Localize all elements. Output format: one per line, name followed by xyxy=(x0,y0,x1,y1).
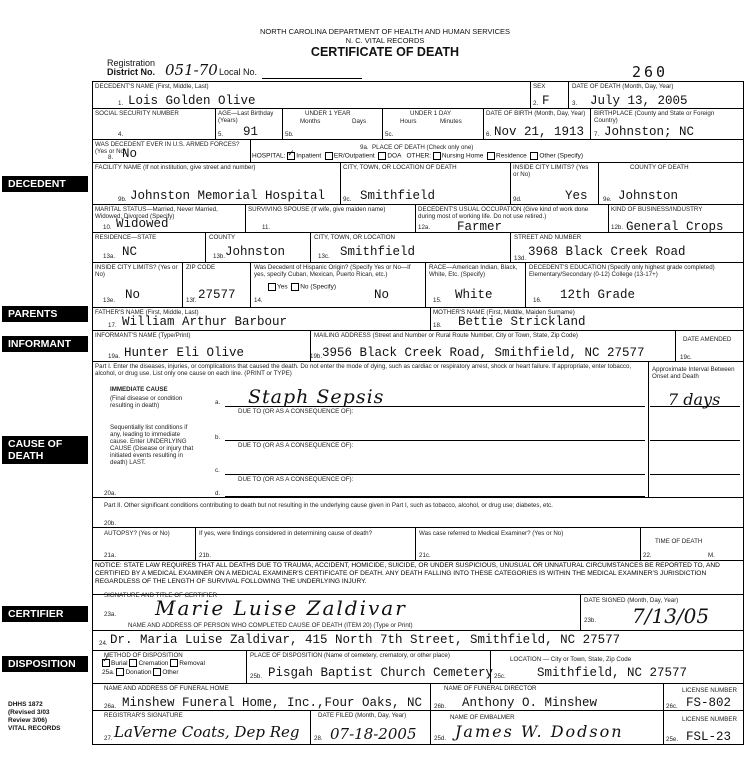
form-review: Review 3/06) xyxy=(8,717,48,724)
dept-sub: N. C. VITAL RECORDS xyxy=(345,36,425,45)
notice-text: NOTICE: STATE LAW REQUIRES THAT ALL DEATHS DUE TO TRAUMA, ACCIDENT, HOMICIDE, SUICIDE, OR UNDER SUSPICIOUS, UNUSUAL OR UNNATURAL CIRCUMSTANCES BE REPORTED TO, AND CERTIFIED BY A MEDICAL EXAMINER ON A MEDICAL EXAMINER'S CERTIFICATE OF DEATH. ANY DEATH FALLING INTO THESE CATEGORIES IS WITHIN THE MEDICAL EXAMINER'S JURISDICTION REGARDLESS OF THE LENGTH OF SURVIVAL FOLLOWING THE UNDERLYING INJURY. xyxy=(95,562,720,585)
city-of-death: Smithfield xyxy=(360,189,436,203)
armed-forces: No xyxy=(122,147,138,161)
armed-forces-label: WAS DECEDENT EVER IN U.S. ARMED FORCES? (Yes or No) xyxy=(95,141,240,155)
age-value: 91 xyxy=(243,125,259,139)
part2-instructions: Part II. Other significant conditions contributing to death but not resulting in the underlying cause given in Part I, such as tobacco, alcohol, or drug use; diabetes, etc. xyxy=(104,502,553,509)
other-method-label: Other xyxy=(162,669,179,676)
minutes-label: Minutes xyxy=(440,118,462,125)
sequential-label: Sequentially list conditions if any, leading to immediate cause. Enter UNDERLYING CAUSE (Disease or injury that initiated events resulting in death) LAST. xyxy=(110,424,194,466)
field-num: 19b. xyxy=(310,353,323,360)
section-certifier: CERTIFIER xyxy=(2,606,88,622)
birthplace-label: BIRTHPLACE (County and State or Foreign Country) xyxy=(594,110,715,124)
method-options xyxy=(102,659,205,677)
mother-label: MOTHER'S NAME (First, Middle, Maiden Surname) xyxy=(433,309,575,316)
facility-name: Johnston Memorial Hospital xyxy=(130,189,326,203)
sex-label: SEX xyxy=(533,83,546,90)
zip-label: ZIP CODE xyxy=(186,264,216,271)
residence-state: NC xyxy=(122,245,138,259)
date-of-death: July 13, 2005 xyxy=(590,94,688,108)
residence-checkbox[interactable] xyxy=(487,152,495,160)
referred-label: Was case referred to Medical Examiner? (Yes or No) xyxy=(419,530,564,537)
field-num: 23b. xyxy=(584,617,597,624)
field-num: 7. xyxy=(594,131,600,138)
license-number: FS-802 xyxy=(686,696,732,710)
license-label: LICENSE NUMBER xyxy=(682,687,738,694)
dob-label: DATE OF BIRTH (Month, Day, Year) xyxy=(486,110,586,117)
date-amended-label: DATE AMENDED xyxy=(683,336,732,343)
field-num: b. xyxy=(215,434,221,441)
county-of-death: Johnston xyxy=(618,189,679,203)
part1-instructions: Part I. Enter the diseases, injuries, or complications that caused the death. Do not enter the mode of dying, such as cardiac or respiratory arrest, shock or heart failure. If appropriate, enter tobacco, alcohol, or drug use. List only one cause on each line. (PRINT or TYPE) xyxy=(95,363,632,377)
months-label: Months xyxy=(300,118,321,125)
immediate-cause-label: IMMEDIATE CAUSE xyxy=(110,386,168,393)
field-num: 8. xyxy=(108,154,114,161)
section-decedent: DECEDENT xyxy=(2,176,88,192)
due-to-label: DUE TO (OR AS A CONSEQUENCE OF): xyxy=(238,442,354,449)
city-of-death-label: CITY, TOWN, OR LOCATION OF DEATH xyxy=(343,164,457,171)
field-num: 11. xyxy=(262,224,271,231)
inside-city-residence: No xyxy=(125,288,141,302)
field-num: 4. xyxy=(118,131,124,138)
field-num: 25a. xyxy=(102,669,115,676)
field-num: 5. xyxy=(218,131,224,138)
informant-label: INFORMANT'S NAME (Type/Print) xyxy=(95,332,191,339)
removal-checkbox[interactable] xyxy=(170,659,178,667)
other-checkbox[interactable] xyxy=(530,152,538,160)
field-num: 19a. xyxy=(108,353,121,360)
education-label: DECEDENT'S EDUCATION (Specify only highest grade completed) Elementary/Secondary (0-12) College (13-17+) xyxy=(529,264,715,278)
no-specify-label: No (Specify) xyxy=(300,283,336,291)
form-number: DHHS 1872 xyxy=(8,701,43,708)
race: White xyxy=(455,288,493,302)
field-num: 13c. xyxy=(318,253,330,260)
field-num: a. xyxy=(215,399,221,406)
place-of-disposition: Pisgah Baptist Church Cemetery xyxy=(268,666,494,680)
form-vital-records: VITAL RECORDS xyxy=(8,725,61,732)
doa-checkbox[interactable] xyxy=(378,152,386,160)
field-num: 28. xyxy=(314,735,323,742)
hispanic-yes-checkbox[interactable] xyxy=(268,283,276,291)
removal-label: Removal xyxy=(179,660,205,667)
residence-label: Residence xyxy=(496,152,527,160)
field-num: d. xyxy=(215,490,221,497)
sig-title-label: SIGNATURE AND TITLE OF CERTIFIER xyxy=(104,592,218,599)
field-num: 9a. xyxy=(360,144,369,151)
field-num: 22. xyxy=(643,552,652,559)
under-1-day-label: UNDER 1 DAY xyxy=(410,110,452,117)
local-label: Local No. xyxy=(219,67,258,77)
field-num: 13a. xyxy=(103,253,116,260)
occupation-label: DECEDENT'S USUAL OCCUPATION (Give kind of work done during most of working life. Do not use retired.) xyxy=(418,206,589,220)
doa-label: DOA xyxy=(387,152,402,160)
field-num: 13e. xyxy=(103,297,116,304)
license2-label: LICENSE NUMBER xyxy=(682,716,738,723)
field-num: 27. xyxy=(104,735,113,742)
autopsy-label: AUTOPSY? (Yes or No) xyxy=(104,530,170,537)
field-num: 19c. xyxy=(680,354,692,361)
field-num: 24. xyxy=(99,640,108,647)
field-num: 25d. xyxy=(434,735,447,742)
field-num: 9b. xyxy=(118,196,127,203)
residence-county: Johnston xyxy=(225,245,286,259)
field-num: 21c. xyxy=(419,552,431,559)
burial-label: Burial xyxy=(111,660,128,667)
inside-city: Yes xyxy=(565,189,588,203)
time-m: M. xyxy=(708,552,715,559)
section-disposition: DISPOSITION xyxy=(2,656,88,672)
certifier-signature: Marie Luise Zaldivar xyxy=(155,596,407,620)
ssn-label: SOCIAL SECURITY NUMBER xyxy=(95,110,179,117)
hispanic-no-checkbox[interactable] xyxy=(291,283,299,291)
dept-name: NORTH CAROLINA DEPARTMENT OF HEALTH AND HUMAN SERVICES xyxy=(259,27,511,36)
person-completed: Dr. Maria Luise Zaldivar, 415 North 7th Street, Smithfield, NC 27577 xyxy=(110,633,621,647)
street-address: 3968 Black Creek Road xyxy=(528,245,686,259)
days-label: Days xyxy=(352,118,367,125)
embalmer-license: FSL-23 xyxy=(686,730,732,744)
place-of-death-options xyxy=(252,152,583,160)
res-county-label: COUNTY xyxy=(209,234,236,241)
hours-label: Hours xyxy=(400,118,417,125)
marital-status: Widowed xyxy=(116,217,169,231)
field-num: 5c. xyxy=(385,131,394,138)
cremation-checkbox[interactable] xyxy=(129,659,137,667)
er-label: ER/Outpatient xyxy=(333,152,375,160)
field-num: 13d. xyxy=(514,255,527,262)
findings-label: If yes, were findings considered in determining cause of death? xyxy=(199,530,373,537)
street-label: STREET AND NUMBER xyxy=(514,234,582,241)
res-city-label: CITY, TOWN, OR LOCATION xyxy=(314,234,396,241)
birthplace: Johnston; NC xyxy=(604,125,695,139)
section-parents: PARENTS xyxy=(2,306,88,322)
under-1-year-label: UNDER 1 YEAR xyxy=(305,110,351,117)
nursing-label: Nursing Home xyxy=(441,152,484,160)
field-num: 2. xyxy=(533,100,539,107)
business-label: KIND OF BUSINESS/INDUSTRY xyxy=(611,206,703,213)
section-cause-of-death: CAUSE OF DEATH xyxy=(2,436,88,464)
field-num: 10. xyxy=(103,224,112,231)
yes-label: Yes xyxy=(277,283,288,291)
other-method-checkbox[interactable] xyxy=(153,668,161,676)
field-num: 15. xyxy=(433,297,442,304)
district-label: District No. xyxy=(107,67,156,77)
father-name: William Arthur Barbour xyxy=(122,315,288,329)
decedent-sex: F xyxy=(542,94,550,108)
other-label: OTHER: xyxy=(406,152,432,160)
form-revision: (Revised 3/03 xyxy=(8,709,50,716)
other-specify-label: Other (Specify) xyxy=(539,152,584,160)
hispanic-origin: No xyxy=(374,288,390,302)
res-state-label: RESIDENCE—STATE xyxy=(95,234,157,241)
field-num: 14. xyxy=(254,297,263,304)
immediate-cause-sub: (Final disease or condition resulting in death) xyxy=(110,395,183,409)
registration-label: Registration xyxy=(107,58,156,68)
field-num: 9d. xyxy=(513,196,522,203)
funeral-director: Anthony O. Minshew xyxy=(462,696,598,710)
embalmer-signature: James W. Dodson xyxy=(455,722,624,741)
place-disp-label: PLACE OF DISPOSITION (Name of cemetery, crematory, or other place) xyxy=(250,652,450,659)
donation-checkbox[interactable] xyxy=(116,668,124,676)
field-num: 9c. xyxy=(343,196,352,203)
hispanic-options xyxy=(268,283,336,291)
date-signed-label: DATE SIGNED (Month, Day, Year) xyxy=(584,597,679,604)
field-num: 26a. xyxy=(104,703,117,710)
mailing-label: MAILING ADDRESS (Street and Number or Rural Route Number, City or Town, State, Zip Code) xyxy=(314,332,578,339)
field-num: 25b. xyxy=(250,673,263,680)
spouse-label: SURVIVING SPOUSE (If wife, give maiden name) xyxy=(248,206,386,213)
residence-city: Smithfield xyxy=(340,245,416,259)
page-title: CERTIFICATE OF DEATH xyxy=(310,45,460,59)
field-num: 13f. xyxy=(186,297,197,304)
field-num: 12a. xyxy=(418,224,431,231)
nursing-checkbox[interactable] xyxy=(433,152,441,160)
father-label: FATHER'S NAME (First, Middle, Last) xyxy=(95,309,199,316)
inside-city-label: INSIDE CITY LIMITS? (Yes or No) xyxy=(513,164,589,178)
field-num: 18. xyxy=(433,322,442,329)
business: General Crops xyxy=(626,220,724,234)
section-informant: INFORMANT xyxy=(2,336,88,352)
field-num: 21a. xyxy=(104,552,117,559)
field-num: 6. xyxy=(486,131,492,138)
registrar-label: REGISTRAR'S SIGNATURE xyxy=(104,712,183,719)
cause-a: Staph Sepsis xyxy=(248,386,385,408)
disposition-location: Smithfield, NC 27577 xyxy=(537,666,688,680)
field-num: 17. xyxy=(108,322,117,329)
date-of-birth: Nov 21, 1913 xyxy=(494,125,585,139)
place-of-death-label: PLACE OF DEATH (Check only one) xyxy=(372,144,474,151)
race-label: RACE—American Indian, Black, White, Etc. (Specify) xyxy=(429,264,518,278)
mailing-address: 3956 Black Creek Road, Smithfield, NC 27577 xyxy=(322,346,645,360)
method-label: METHOD OF DISPOSITION xyxy=(104,652,183,659)
location-label: LOCATION — City or Town, State, Zip Code xyxy=(510,656,632,663)
director-label: NAME OF FUNERAL DIRECTOR xyxy=(444,685,537,692)
form-footer xyxy=(8,701,61,733)
field-num: 16. xyxy=(533,297,542,304)
field-num: 26c. xyxy=(666,703,678,710)
field-num: 23a. xyxy=(104,611,117,618)
field-num: 13b. xyxy=(213,253,226,260)
occupation: Farmer xyxy=(457,220,503,234)
hispanic-label: Was Decedent of Hispanic Origin? (Specify Yes or No—If yes, specify Cuban, Mexican, Puerto Rican, etc.) xyxy=(254,264,411,278)
facility-label: FACILITY NAME (If not institution, give street and number) xyxy=(95,164,256,171)
field-num: 9e. xyxy=(603,196,612,203)
interval-a: 7 days xyxy=(668,390,721,409)
date-filed-label: DATE FILED (Month, Day, Year) xyxy=(318,712,407,719)
field-num: 3. xyxy=(572,100,578,107)
date-filed: 07-18-2005 xyxy=(330,725,417,743)
inside-city2-label: INSIDE CITY LIMITS? (Yes or No) xyxy=(95,264,178,278)
time-of-death-label: TIME OF DEATH xyxy=(655,538,703,545)
date-signed: 7/13/05 xyxy=(632,604,710,628)
due-to-label: DUE TO (OR AS A CONSEQUENCE OF): xyxy=(238,408,354,415)
age-label: AGE—Last Birthday (Years) xyxy=(218,110,274,124)
decedent-name: Lois Golden Olive xyxy=(128,94,256,108)
field-num: 21b. xyxy=(199,552,212,559)
person-completed-label: NAME AND ADDRESS OF PERSON WHO COMPLETED CAUSE OF DEATH (ITEM 20) (Type or Print) xyxy=(128,622,413,629)
certificate-number: 260 xyxy=(632,63,669,81)
informant-name: Hunter Eli Olive xyxy=(124,346,245,360)
zip-code: 27577 xyxy=(198,288,236,302)
hospital-label: HOSPITAL: xyxy=(252,152,286,160)
field-num: 25c. xyxy=(494,673,506,680)
marital-label: MARITAL STATUS—Married, Never Married, Widowed, Divorced (Specify) xyxy=(95,206,218,220)
er-checkbox[interactable] xyxy=(325,152,333,160)
county-of-death-label: COUNTY OF DEATH xyxy=(630,164,689,171)
inpatient-label: Inpatient xyxy=(296,152,322,160)
field-num: 12b. xyxy=(611,224,624,231)
field-num: 25e. xyxy=(666,736,679,743)
education: 12th Grade xyxy=(560,288,636,302)
date-of-death-label: DATE OF DEATH (Month, Day, Year) xyxy=(572,83,674,90)
field-num: 20a. xyxy=(104,490,117,497)
cremation-label: Cremation xyxy=(138,660,169,667)
inpatient-checkbox[interactable] xyxy=(287,152,295,160)
registrar-signature: LaVerne Coats, Dep Reg xyxy=(114,723,300,741)
district-value: 051-70 xyxy=(165,61,218,79)
field-num: 1. xyxy=(118,100,124,107)
funeral-home: Minshew Funeral Home, Inc.,Four Oaks, NC xyxy=(122,696,423,710)
donation-label: Donation xyxy=(125,669,152,676)
field-num: 20b. xyxy=(104,520,117,527)
field-num: 26b. xyxy=(434,703,447,710)
field-num: 5b. xyxy=(285,131,294,138)
interval-label: Approximate Interval Between Onset and Death xyxy=(652,366,735,380)
funeral-home-label: NAME AND ADDRESS OF FUNERAL HOME xyxy=(104,685,229,692)
due-to-label: DUE TO (OR AS A CONSEQUENCE OF): xyxy=(238,476,354,483)
burial-checkbox[interactable] xyxy=(102,659,110,667)
mother-name: Bettie Strickland xyxy=(458,315,586,329)
name-label: DECEDENT'S NAME (First, Middle, Last) xyxy=(95,83,209,90)
embalmer-label: NAME OF EMBALMER xyxy=(450,714,515,721)
field-num: c. xyxy=(215,467,220,474)
